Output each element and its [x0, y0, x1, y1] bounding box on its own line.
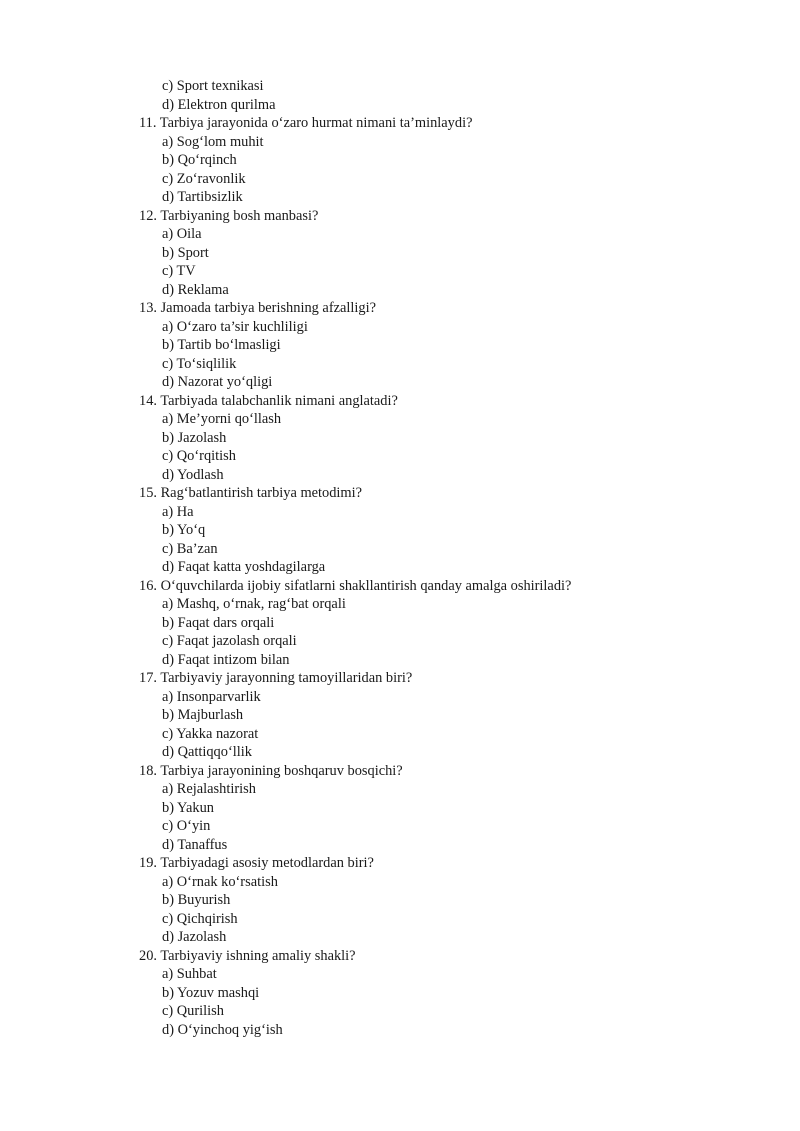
- answer-option: c) Qo‘rqitish: [162, 448, 236, 464]
- answer-option: b) Sport: [162, 244, 209, 261]
- answer-option: a) Me’yorni qo‘llash: [162, 411, 282, 427]
- answer-option: a) Oila: [162, 226, 202, 242]
- answer-option: a) Suhbat: [162, 966, 217, 982]
- answer-option: c) Ba’zan: [162, 540, 218, 557]
- answer-option: b) Majburlash: [162, 707, 244, 723]
- answer-option: a) Mashq, o‘rnak, rag‘bat orqali: [162, 596, 346, 612]
- question-17: 17. Tarbiyaviy jarayonning tamoyillaridan biri?: [139, 670, 413, 686]
- question-16: 16. O‘quvchilarda ijobiy sifatlarni shakllantirish qanday amalga oshiriladi?: [139, 577, 572, 594]
- answer-option: a) Insonparvarlik: [162, 688, 261, 705]
- question-11: 11. Tarbiya jarayonida o‘zaro hurmat nimani ta’minlaydi?: [139, 115, 473, 131]
- question-13: 13. Jamoada tarbiya berishning afzalligi?: [139, 300, 376, 316]
- question-14: 14. Tarbiyada talabchanlik nimani anglatadi?: [139, 392, 398, 409]
- answer-option: d) Yodlash: [162, 466, 224, 483]
- answer-option: b) Yozuv mashqi: [162, 984, 260, 1001]
- answer-option: d) Nazorat yo‘qligi: [162, 374, 273, 390]
- answer-option: d) Elektron qurilma: [162, 96, 276, 113]
- answer-option: d) Qattiqqo‘llik: [162, 744, 252, 760]
- answer-option: b) Buyurish: [162, 892, 231, 908]
- answer-option: d) Reklama: [162, 281, 229, 298]
- answer-option: d) Tartibsizlik: [162, 189, 243, 205]
- answer-option: c) To‘siqlilik: [162, 355, 237, 372]
- answer-option: d) Jazolash: [162, 929, 227, 945]
- answer-option: d) O‘yinchoq yig‘ish: [162, 1021, 283, 1038]
- question-18: 18. Tarbiya jarayonining boshqaruv bosqichi?: [139, 762, 403, 779]
- answer-option: d) Tanaffus: [162, 836, 228, 853]
- question-15: 15. Rag‘batlantirish tarbiya metodimi?: [139, 485, 362, 501]
- answer-option: c) Qichqirish: [162, 910, 238, 927]
- answer-option: b) Faqat dars orqali: [162, 614, 275, 631]
- answer-option: a) O‘zaro ta’sir kuchliligi: [162, 318, 308, 335]
- answer-option: c) TV: [162, 263, 196, 279]
- answer-option: a) O‘rnak ko‘rsatish: [162, 873, 278, 890]
- question-19: 19. Tarbiyadagi asosiy metodlardan biri?: [139, 855, 374, 871]
- question-20: 20. Tarbiyaviy ishning amaliy shakli?: [139, 947, 356, 964]
- answer-option: c) Zo‘ravonlik: [162, 170, 246, 187]
- answer-option: b) Yo‘q: [162, 522, 206, 538]
- quiz-content: [0, 77, 800, 1039]
- answer-option: c) O‘yin: [162, 818, 211, 834]
- answer-option: c) Qurilish: [162, 1003, 224, 1019]
- answer-option: b) Jazolash: [162, 429, 227, 446]
- answer-option: a) Sog‘lom muhit: [162, 133, 264, 150]
- answer-option: a) Rejalashtirish: [162, 781, 256, 797]
- answer-option: d) Faqat katta yoshdagilarga: [162, 559, 326, 575]
- answer-option: a) Ha: [162, 503, 194, 520]
- answer-option: d) Faqat intizom bilan: [162, 651, 290, 668]
- answer-option: c) Sport texnikasi: [162, 78, 264, 94]
- answer-option: c) Faqat jazolash orqali: [162, 633, 297, 649]
- question-12: 12. Tarbiyaning bosh manbasi?: [139, 207, 319, 224]
- answer-option: b) Yakun: [162, 799, 214, 816]
- answer-option: b) Tartib bo‘lmasligi: [162, 337, 281, 353]
- answer-option: c) Yakka nazorat: [162, 725, 259, 742]
- answer-option: b) Qo‘rqinch: [162, 152, 237, 168]
